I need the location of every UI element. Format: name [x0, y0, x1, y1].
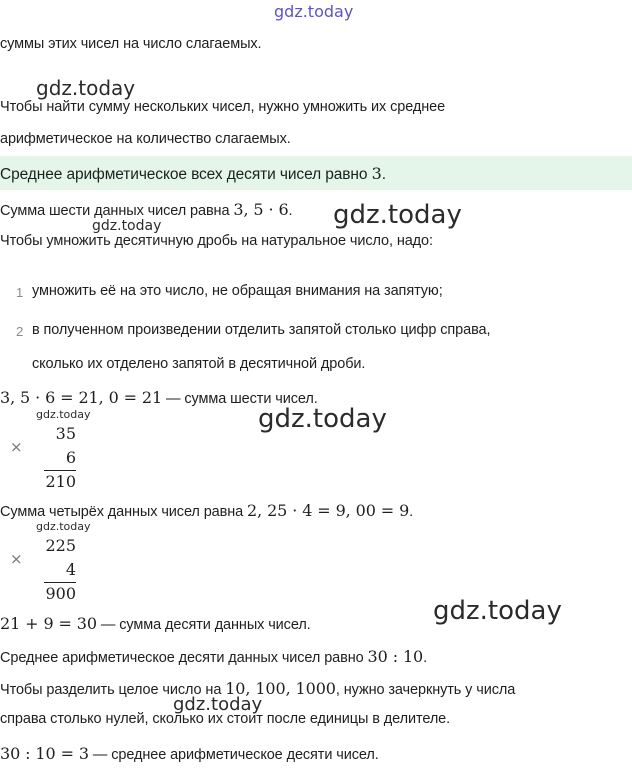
multiplicand: 35 [55, 424, 76, 443]
list-item: умножить её на это число, не обращая внимания на запятую; [32, 283, 443, 299]
line-math: 2, 25 · 4 = 9, 00 = 9 [247, 501, 410, 520]
line-math: 10, 100, 1000 [225, 679, 336, 698]
text-line: Среднее арифметическое десяти данных чисел равно 30 : 10. [0, 647, 428, 666]
list-item-cont: сколько их отделено запятой в десятичной дроби. [32, 356, 366, 372]
watermark: gdz.today [173, 694, 263, 715]
watermark: gdz.today [258, 404, 387, 434]
watermark: gdz.today [92, 218, 162, 234]
multiplier: 4 [65, 560, 76, 579]
text-line: суммы этих чисел на число слагаемых. [0, 36, 262, 52]
watermark-top: gdz.today [274, 2, 354, 21]
line-text: Среднее арифметическое десяти данных чисел равно [0, 650, 368, 666]
list-number: 2 [16, 324, 24, 339]
watermark: gdz.today [36, 76, 136, 100]
line-text: Чтобы разделить целое число на [0, 682, 226, 698]
multiplicand: 225 [45, 536, 76, 555]
line-text: Сумма четырёх данных чисел равна [0, 504, 248, 520]
text-line [0, 614, 311, 633]
line-math: 3, 5 · 6 = 21, 0 = 21 [0, 388, 163, 407]
line-text: Сумма шести данных чисел равна [0, 203, 234, 219]
text-line [0, 388, 318, 407]
list-item: в полученном произведении отделить запятой столько цифр справа, [32, 322, 491, 338]
text-line: Чтобы умножить десятичную дробь на натуральное число, надо: [0, 233, 433, 249]
text-line: справа столько нулей, сколько их стоит после единицы в делителе. [0, 711, 451, 727]
text-line [0, 679, 515, 698]
line-text: — сумма шести чисел. [162, 391, 318, 407]
line-math: 21 + 9 = 30 [0, 614, 97, 633]
product-line [44, 582, 76, 583]
line-text: — среднее арифметическое десяти чисел. [88, 747, 379, 763]
watermark: gdz.today [36, 520, 91, 533]
text-line [0, 744, 379, 763]
watermark: gdz.today [433, 596, 562, 626]
text-line: арифметическое на количество слагаемых. [0, 131, 291, 147]
product: 210 [45, 472, 76, 491]
line-math: 30 : 10 [367, 647, 424, 666]
text-line: Сумма четырёх данных чисел равна 2, 25 · 4 = 9, 00 = 9. [0, 501, 414, 520]
line-text: , нужно зачеркнуть у числа [335, 682, 516, 698]
watermark: gdz.today [333, 200, 462, 230]
statement-text: Среднее арифметическое всех десяти чисел равно [0, 166, 372, 183]
multiply-sign: × [10, 438, 23, 456]
list-number: 1 [16, 285, 24, 300]
multiplier: 6 [65, 448, 76, 467]
text-line: Чтобы найти сумму нескольких чисел, нужно умножить их среднее [0, 99, 446, 115]
text-line: Сумма шести данных чисел равна 3, 5 · 6. [0, 200, 293, 219]
statement-math: 3 [371, 164, 382, 183]
product: 900 [45, 584, 76, 603]
multiply-sign: × [10, 550, 23, 568]
product-line [44, 470, 76, 471]
line-math: 3, 5 · 6 [233, 200, 289, 219]
line-text: — сумма десяти данных чисел. [96, 617, 311, 633]
line-math: 30 : 10 = 3 [0, 744, 89, 763]
watermark: gdz.today [36, 408, 91, 421]
highlighted-statement: Среднее арифметическое всех десяти чисел равно 3. [0, 164, 386, 183]
